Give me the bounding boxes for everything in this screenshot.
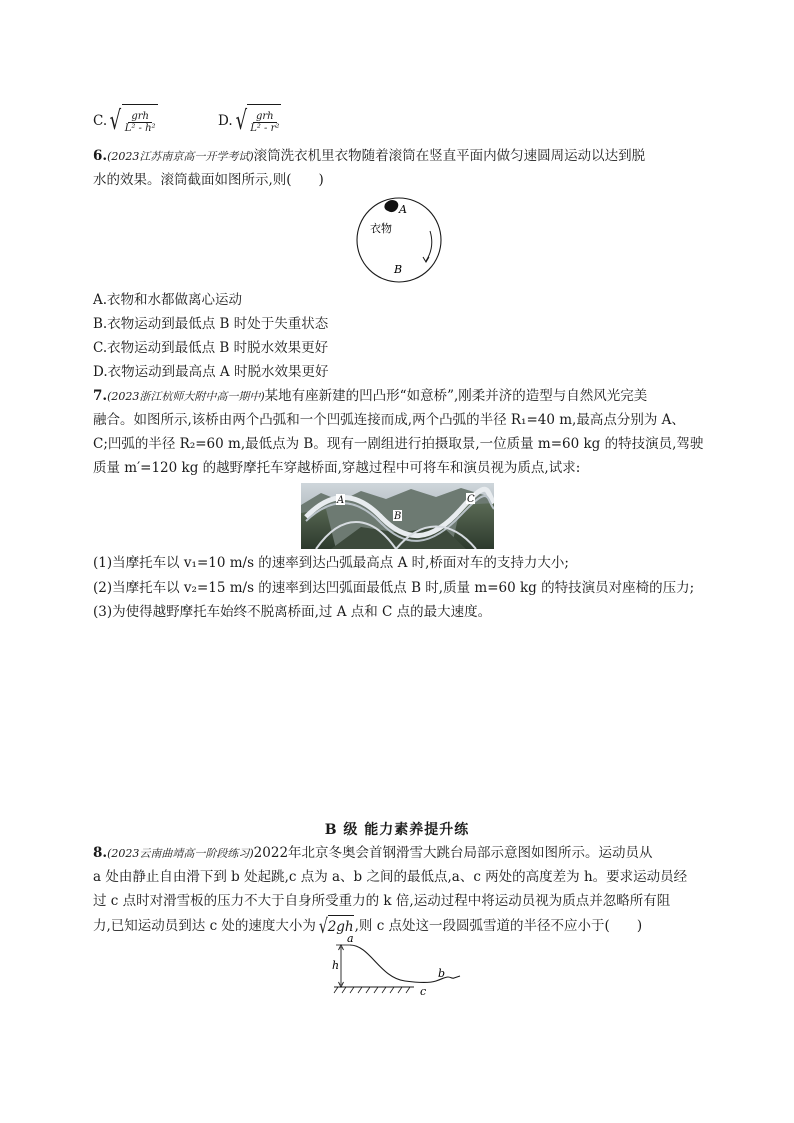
q8-line-2: a 处由静止自由滑下到 b 处起跳,c 点为 a、b 之间的最低点,a、c 两处的高度差为 h。要求运动员经 [93,869,688,885]
q8-sqrt: √ 2gh [318,914,354,938]
option-d-numerator: grh [253,111,277,123]
bridge-photo [301,483,494,549]
q7-line-4: 质量 m′=120 kg 的越野摩托车穿越桥面,穿越过程中可将车和演员视为质点,试求: [93,460,581,476]
label-a: A [399,203,407,216]
option-d-denominator: L² - r² [250,122,280,134]
option-c [93,104,158,138]
label-h: h [332,959,340,972]
q8-text-4b: ,则 c 点处这一段圆弧雪道的半径不应小于( ) [354,918,643,934]
q8-text-1: 2022年北京冬奥会首钢滑雪大跳台局部示意图如图所示。运动员从 [253,845,653,861]
q6-option-d: D.衣物运动到最高点 A 时脱水效果更好 [93,364,329,380]
q7-line-3: C;凹弧的半径 R₂=60 m,最低点为 B。现有一剧组进行拍摄取景,一位质量 m=60 kg 的特技演员,驾驶 [93,436,704,452]
q7-line-2: 融合。如图所示,该桥由两个凸弧和一个凹弧连接而成,两个凸弧的半径 R₁=40 m,最高点分别为 A、 [93,412,685,428]
label-clothes: 衣物 [370,222,392,235]
q6-line-1 [93,146,645,167]
label-a-ski: a [347,933,354,945]
q8-number: 8. [93,845,108,861]
option-c-numerator: grh [128,111,152,123]
q7-number: 7. [93,388,108,404]
section-b-title: B 级 能力素养提升练 [324,822,470,838]
q8-source: (2023云南曲靖高一阶段练习) [107,847,254,860]
q7-sub-3: (3)为使得越野摩托车始终不脱离桥面,过 A 点和 C 点的最大速度。 [93,604,492,620]
option-c-denominator: L² - h² [124,122,156,134]
label-c-ski: c [420,985,427,998]
label-b-ski: b [438,967,446,980]
label-b: B [394,263,403,276]
photo-label-c: C [467,494,475,505]
q7-text-1: 某地有座新建的凹凸形“如意桥”,刚柔并济的造型与自然风光完美 [264,388,648,404]
q8-text-4a: 力,已知运动员到达 c 处的速度大小为 [93,918,316,934]
q6-number: 6. [93,148,108,164]
option-d-sqrt: √ $\frac{\text{grh}}{\text{L² - r²}}$ [235,106,280,136]
q6-option-a: A.衣物和水都做离心运动 [93,292,243,308]
q6-drum-figure [352,195,448,287]
option-d [218,104,281,138]
q6-line-2: 水的效果。滚筒截面如图所示,则( ) [93,172,324,188]
q6-source: (2023江苏南京高一开学考试) [107,150,254,163]
q6-text-1: 滚筒洗衣机里衣物随着滚筒在竖直平面内做匀速圆周运动以达到脱 [253,148,646,164]
q7-source: (2023浙江杭师大附中高一期中) [107,390,265,403]
q8-ski-figure [330,933,465,1003]
rotation-arrow [426,231,432,261]
q7-line-1 [93,386,647,407]
q6-option-b: B.衣物运动到最低点 B 时处于失重状态 [93,316,329,332]
q6-option-c: C.衣物运动到最低点 B 时脱水效果更好 [93,340,329,356]
clothes-shape [384,200,398,212]
q7-sub-1: (1)当摩托车以 v₁=10 m/s 的速率到达凸弧最高点 A 时,桥面对车的支持力大小; [93,555,569,571]
option-d-label: D. [218,113,233,129]
option-c-sqrt: √ $\frac{\text{grh}}{\text{L² - h²}}$ [109,106,156,136]
photo-label-a: A [337,495,345,506]
q8-line-3: 过 c 点时对滑雪板的压力不大于自身所受重力的 k 倍,运动过程中将运动员视为质点并忽略所有阻 [93,893,671,909]
photo-label-b: B [394,511,402,522]
q7-sub-2: (2)当摩托车以 v₂=15 m/s 的速率到达凹弧面最低点 B 时,质量 m=60 kg 的特技演员对座椅的压力; [93,580,695,596]
q8-sqrt-content: 2gh [327,919,354,935]
option-c-label: C. [93,113,108,129]
q8-line-1 [93,843,653,864]
